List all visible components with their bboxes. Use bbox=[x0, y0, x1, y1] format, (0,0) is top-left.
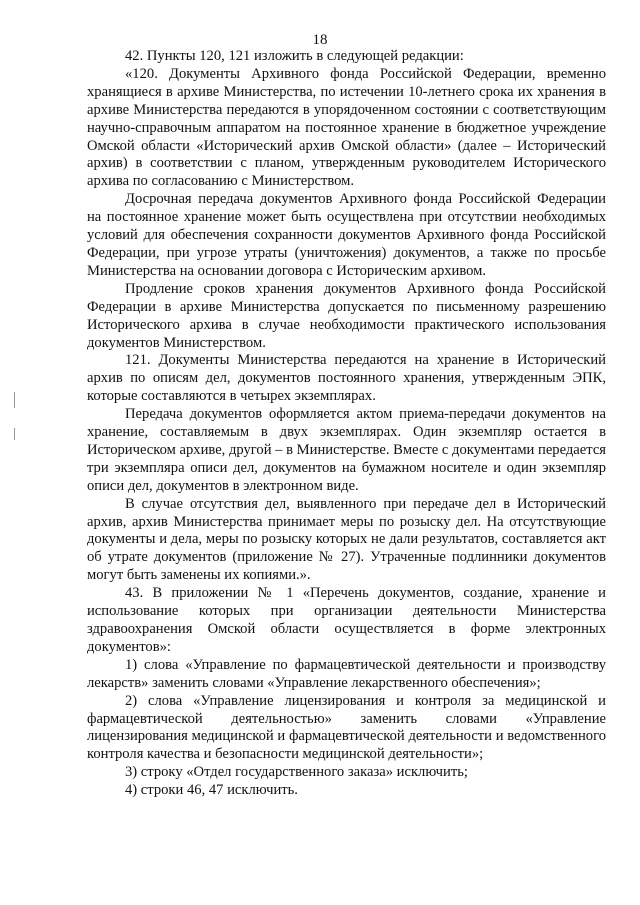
page-number: 18 bbox=[312, 32, 328, 48]
paragraph: 1) слова «Управление по фармацевтической деятельности и производству лекарств» заменить словами «Управление лекарственного обеспечения»; bbox=[87, 656, 606, 691]
paragraph: Продление сроков хранения документов Архивного фонда Российской Федерации в архиве Министерства допускается по письменному разрешению Исторического архива в случае необходимости практического использования документов Министерством. bbox=[87, 280, 606, 351]
margin-mark bbox=[14, 392, 15, 408]
paragraph: 3) строку «Отдел государственного заказа» исключить; bbox=[125, 764, 468, 781]
paragraph: 4) строки 46, 47 исключить. bbox=[125, 782, 298, 799]
document-body bbox=[87, 48, 606, 800]
paragraph: «120. Документы Архивного фонда Российской Федерации, временно хранящиеся в архиве Министерства, по истечении 10-летнего срока их хранения в архиве Министерства передаются в упорядоченном состоянии с соответствующим научно-справочным аппаратом на постоянное хранение в бюджетное учреждение Омской области «Исторический архив Омской области» (далее – Исторический архив) в соответствии с планом, утвержденным руководителем Исторического архива по согласованию с Министерством. bbox=[87, 65, 606, 190]
paragraph: 121. Документы Министерства передаются на хранение в Исторический архив по описям дел, документов постоянного хранения, утвержденным ЭПК, которые составляются в четырех экземплярах. bbox=[87, 352, 606, 405]
paragraph: В случае отсутствия дел, выявленного при передаче дел в Исторический архив, архив Министерства принимает меры по розыску дел. На отсутствующие документы и дела, меры по розыску которых не дали результатов, составляется акт об утрате документов (приложение № 27). Утраченные подлинники документов могут быть заменены их копиями.». bbox=[87, 495, 606, 584]
paragraph: Досрочная передача документов Архивного фонда Российской Федерации на постоянное хранение может быть осуществлена при отсутствии необходимых условий для обеспечения сохранности документов Архивного фонда Российской Федерации, при угрозе утраты (уничтожения) документов, а также по просьбе Министерства на основании договора с Историческим архивом. bbox=[87, 191, 606, 279]
paragraph: 42. Пункты 120, 121 изложить в следующей редакции: bbox=[125, 48, 464, 64]
paragraph: Передача документов оформляется актом приема-передачи документов на хранение, составляемым в двух экземплярах. Один экземпляр остается в Историческом архиве, другой – в Министерстве. Вместе с документами передается три экземпляра описи дел, документов на бумажном носителе и один экземпляр описи дел, документов в электронном виде. bbox=[87, 406, 607, 494]
paragraph: 2) слова «Управление лицензирования и контроля за медицинской и фармацевтической деятельностью» заменить словами «Управление лицензирования медицинской и фармацевтической деятельности и ведомственного контроля качества и безопасности медицинской деятельности»; bbox=[87, 692, 606, 763]
paragraph: 43. В приложении № 1 «Перечень документов, создание, хранение и использование которых при организации деятельности Министерства здравоохранения Омской области осуществляется в форме электронных документов»: bbox=[87, 585, 606, 655]
margin-mark bbox=[14, 428, 15, 440]
